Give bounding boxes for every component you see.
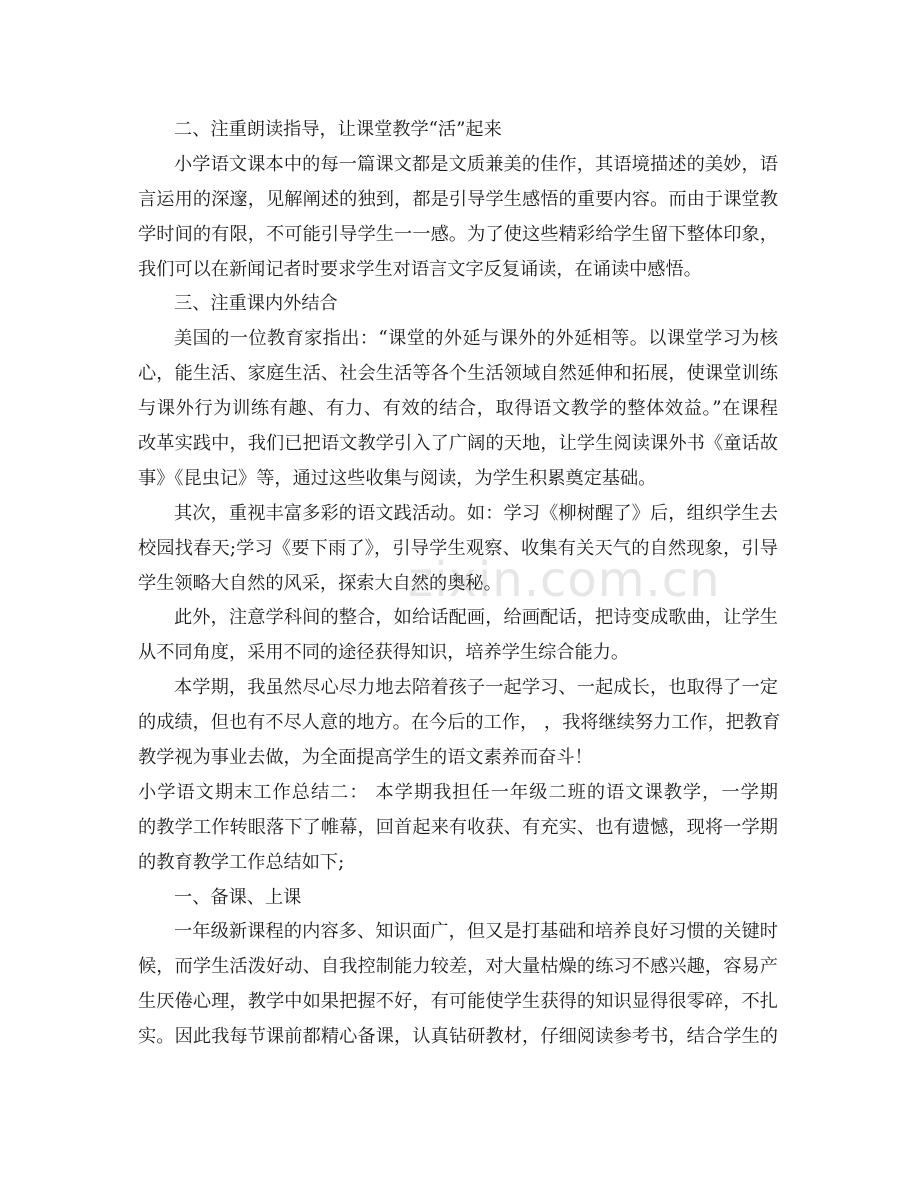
section-heading: 一、备课、上课 bbox=[174, 886, 302, 908]
section-heading: 二、注重朗读指导，让课堂教学“活”起来 bbox=[174, 119, 502, 140]
text-line: 我们可以在新闻记者时要求学生对语言文字反复诵读，在诵读中感悟。 bbox=[138, 258, 702, 280]
text-line: 其次，重视丰富多彩的语文践活动。如：学习《柳树醒了》后，组织学生去 bbox=[174, 502, 778, 524]
text-line: 生厌倦心理，教学中如果把握不好，有可能使学生获得的知识显得很零碎，不扎 bbox=[138, 991, 778, 1013]
text-line: 小学语文课本中的每一篇课文都是文质兼美的佳作，其语境描述的美妙，语 bbox=[174, 153, 778, 175]
text-line: 言运用的深邃，见解阐述的独到，都是引导学生感悟的重要内容。而由于课堂教 bbox=[138, 188, 778, 210]
text-line: 小学语文期末工作总结二： 本学期我担任一年级二班的语文课教学，一学期 bbox=[138, 781, 778, 803]
text-line: 从不同角度，采用不同的途径获得知识，培养学生综合能力。 bbox=[138, 642, 630, 664]
text-line: 候，而学生活泼好动、自我控制能力较差，对大量枯燥的练习不感兴趣，容易产 bbox=[138, 956, 778, 978]
text-line: 事》《昆虫记》等，通过这些收集与阅读，为学生积累奠定基础。 bbox=[138, 467, 657, 489]
text-line: 学生领略大自然的风采，探索大自然的奥秘。 bbox=[138, 572, 502, 594]
text-line: 校园找春天;学习《要下雨了》，引导学生观察、收集有关天气的自然现象，引导 bbox=[138, 537, 778, 559]
document-body bbox=[138, 113, 781, 1055]
section-heading: 三、注重课内外结合 bbox=[174, 293, 338, 315]
text-line: 实。因此我每节课前都精心备课，认真钻研教材，仔细阅读参考书，结合学生的 bbox=[138, 1026, 778, 1048]
text-line: 与课外行为训练有趣、有力、有效的结合，取得语文教学的整体效益。”在课程 bbox=[138, 398, 778, 420]
text-line: 学时间的有限，不可能引导学生一一感。为了使这些精彩给学生留下整体印象， bbox=[138, 223, 778, 245]
text-line: 的教学工作转眼落下了帷幕，回首起来有收获、有充实、也有遗憾，现将一学期 bbox=[138, 816, 778, 838]
text-line: 教学视为事业去做，为全面提高学生的语文素养而奋斗！ bbox=[138, 747, 593, 769]
text-line: 一年级新课程的内容多、知识面广，但又是打基础和培养良好习惯的关键时 bbox=[174, 921, 778, 943]
watermark: zixin.com.cn bbox=[408, 552, 721, 608]
text-line: 的教育教学工作总结如下; bbox=[138, 851, 345, 873]
text-line: 本学期，我虽然尽心尽力地去陪着孩子一起学习、一起成长，也取得了一定 bbox=[174, 677, 778, 699]
text-line: 改革实践中，我们已把语文教学引入了广阔的天地，让学生阅读课外书《童话故 bbox=[138, 433, 778, 455]
text-line: 的成绩，但也有不尽人意的地方。在今后的工作， ，我将继续努力工作，把教育 bbox=[138, 712, 781, 734]
text-line: 美国的一位教育家指出：“课堂的外延与课外的外延相等。以课堂学习为核 bbox=[174, 328, 778, 350]
text-line: 此外，注意学科间的整合，如给话配画，给画配话，把诗变成歌曲，让学生 bbox=[174, 607, 778, 629]
text-line: 心，能生活、家庭生活、社会生活等各个生活领域自然延伸和拓展，使课堂训练 bbox=[138, 363, 778, 385]
